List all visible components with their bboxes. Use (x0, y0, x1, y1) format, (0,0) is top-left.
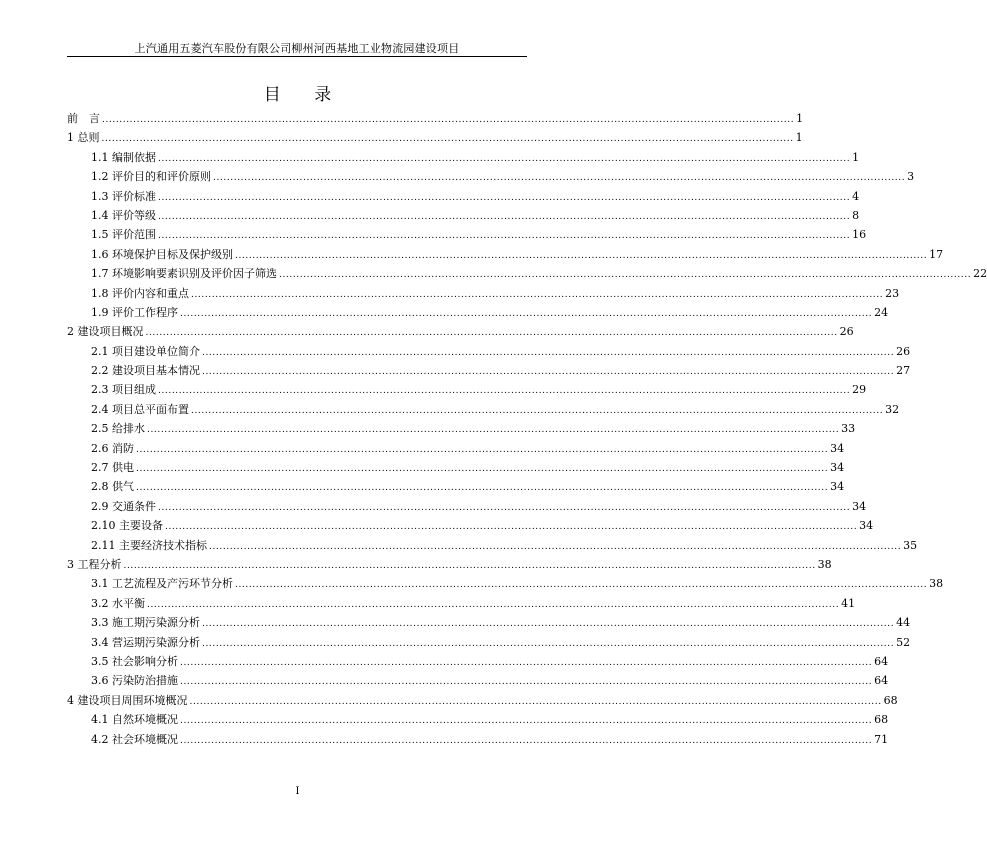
toc-entry[interactable] (67, 537, 918, 556)
toc-entry-page: 34 (830, 480, 845, 494)
toc-entry[interactable] (67, 304, 889, 323)
toc-entry-title: 2.11 主要经济技术指标 (91, 538, 207, 552)
toc-entry[interactable] (67, 188, 860, 207)
toc-entry-title: 3 工程分析 (67, 557, 122, 571)
toc-entry-title: 1.8 评价内容和重点 (91, 286, 189, 300)
toc-entry-title: 3.4 营运期污染源分析 (91, 635, 200, 649)
toc-entry[interactable] (67, 226, 867, 245)
toc-entry-page: 44 (896, 616, 911, 630)
toc-leader-dots: ........................................................................................................................................................................................................ (235, 580, 928, 591)
toc-leader-dots: ........................................................................................................................................................................................................ (158, 211, 851, 222)
toc-entry[interactable] (67, 149, 860, 168)
toc-leader-dots: ........................................................................................................................................................................................................ (158, 153, 851, 164)
toc-entry-title: 2.3 项目组成 (91, 383, 156, 397)
toc-leader-dots: ........................................................................................................................................................................................................ (102, 115, 795, 125)
toc-leader-dots: ........................................................................................................................................................................................................ (202, 619, 895, 630)
toc-entry-page: 68 (883, 693, 898, 707)
toc-entry-page: 22 (973, 267, 987, 281)
toc-entry[interactable] (67, 672, 889, 691)
toc-entry-page: 1 (852, 150, 860, 164)
toc-entry-title: 1.3 评价标准 (91, 189, 156, 203)
toc-leader-dots: ........................................................................................................................................................................................................ (213, 173, 906, 184)
page-title: 目 录 (263, 85, 346, 105)
toc-leader-dots: ........................................................................................................................................................................................................ (191, 289, 884, 300)
toc-entry-title: 2.2 建设项目基本情况 (91, 364, 200, 378)
toc-entry[interactable] (67, 381, 867, 400)
toc-entry-title: 2.10 主要设备 (91, 519, 163, 533)
toc-entry-title: 1.2 评价目的和评价原则 (91, 170, 211, 184)
toc-leader-dots: ........................................................................................................................................................................................................ (209, 541, 902, 552)
toc-entry-page: 68 (874, 713, 889, 727)
toc-entry[interactable] (67, 459, 845, 478)
toc-entry-title: 2.4 项目总平面布置 (91, 402, 189, 416)
table-of-contents (67, 110, 987, 750)
toc-entry[interactable] (67, 129, 803, 148)
toc-entry[interactable] (67, 498, 867, 517)
toc-entry-page: 8 (852, 208, 860, 222)
toc-leader-dots: ........................................................................................................................................................................................................ (136, 464, 829, 475)
page-number: I (295, 786, 300, 797)
toc-leader-dots: ........................................................................................................................................................................................................ (136, 483, 829, 494)
toc-entry-title: 2.7 供电 (91, 461, 134, 475)
toc-entry-page: 64 (874, 674, 889, 688)
toc-entry[interactable] (67, 246, 944, 265)
toc-entry[interactable] (67, 401, 900, 420)
toc-entry-page: 1 (795, 131, 803, 145)
toc-entry-page: 34 (859, 519, 874, 533)
toc-entry[interactable] (67, 168, 915, 187)
header-rule (67, 56, 527, 57)
toc-entry-title: 3.3 施工期污染源分析 (91, 616, 200, 630)
toc-leader-dots: ........................................................................................................................................................................................................ (191, 405, 884, 416)
toc-entry[interactable] (67, 556, 832, 575)
toc-entry-title: 1.4 评价等级 (91, 208, 156, 222)
toc-entry-page: 17 (929, 247, 944, 261)
toc-entry-page: 41 (841, 596, 856, 610)
toc-entry[interactable] (67, 420, 856, 439)
toc-entry-title: 3.6 污染防治措施 (91, 674, 178, 688)
toc-leader-dots: ........................................................................................................................................................................................................ (147, 599, 840, 610)
toc-entry-page: 32 (885, 402, 900, 416)
toc-entry[interactable] (67, 653, 889, 672)
toc-entry-title: 2.6 消防 (91, 441, 134, 455)
toc-entry[interactable] (67, 711, 889, 730)
toc-entry-page: 34 (830, 461, 845, 475)
toc-entry[interactable] (67, 285, 900, 304)
toc-entry-title: 4 建设项目周围环境概况 (67, 693, 188, 707)
toc-leader-dots: ........................................................................................................................................................................................................ (279, 270, 972, 281)
toc-entry-page: 34 (830, 441, 845, 455)
toc-entry[interactable] (67, 575, 944, 594)
toc-entry[interactable] (67, 440, 845, 459)
toc-entry-title: 1.5 评价范围 (91, 228, 156, 242)
toc-entry-title: 3.5 社会影响分析 (91, 654, 178, 668)
toc-entry[interactable] (67, 634, 911, 653)
toc-leader-dots: ........................................................................................................................................................................................................ (180, 677, 873, 688)
toc-leader-dots: ........................................................................................................................................................................................................ (202, 347, 895, 358)
toc-entry-title: 4.1 自然环境概况 (91, 713, 178, 727)
toc-leader-dots: ........................................................................................................................................................................................................ (202, 367, 895, 378)
toc-leader-dots: ........................................................................................................................................................................................................ (158, 386, 851, 397)
toc-entry[interactable] (67, 362, 911, 381)
toc-entry[interactable] (67, 343, 911, 362)
toc-entry-title: 1.1 编制依据 (91, 150, 156, 164)
toc-entry[interactable] (67, 517, 874, 536)
toc-entry-page: 4 (852, 189, 860, 203)
toc-entry-title: 2.9 交通条件 (91, 499, 156, 513)
toc-entry-title: 前 言 (67, 112, 100, 125)
toc-entry[interactable] (67, 323, 854, 342)
toc-entry-title: 2.1 项目建设单位简介 (91, 344, 200, 358)
toc-entry-page: 23 (885, 286, 900, 300)
toc-leader-dots: ........................................................................................................................................................................................................ (189, 696, 882, 707)
toc-entry-title: 3.2 水平衡 (91, 596, 145, 610)
toc-entry-page: 27 (896, 364, 911, 378)
toc-entry-title: 3.1 工艺流程及产污环节分析 (91, 577, 233, 591)
running-header: 上汽通用五菱汽车股份有限公司柳州河西基地工业物流园建设项目 (134, 42, 460, 55)
toc-entry-page: 26 (839, 325, 854, 339)
toc-entry-page: 38 (817, 557, 832, 571)
toc-leader-dots: ........................................................................................................................................................................................................ (147, 425, 840, 436)
toc-entry-page: 34 (852, 499, 867, 513)
toc-entry[interactable] (67, 265, 987, 284)
toc-entry-page: 16 (852, 228, 867, 242)
toc-entry-page: 35 (903, 538, 918, 552)
toc-entry-page: 38 (929, 577, 944, 591)
toc-leader-dots: ........................................................................................................................................................................................................ (180, 735, 873, 746)
toc-entry-page: 64 (874, 654, 889, 668)
toc-leader-dots: ........................................................................................................................................................................................................ (180, 716, 873, 727)
toc-leader-dots: ........................................................................................................................................................................................................ (158, 502, 851, 513)
toc-leader-dots: ........................................................................................................................................................................................................ (180, 657, 873, 668)
toc-leader-dots: ........................................................................................................................................................................................................ (165, 522, 858, 533)
toc-entry-title: 1.7 环境影响要素识别及评价因子筛选 (91, 267, 277, 281)
toc-entry-title: 2 建设项目概况 (67, 325, 144, 339)
toc-entry-page: 29 (852, 383, 867, 397)
toc-entry[interactable] (67, 595, 856, 614)
toc-entry-title: 1 总则 (67, 131, 100, 145)
toc-leader-dots: ........................................................................................................................................................................................................ (158, 192, 851, 203)
toc-entry-title: 1.9 评价工作程序 (91, 305, 178, 319)
toc-entry-title: 1.6 环境保护目标及保护级别 (91, 247, 233, 261)
toc-entry-page: 1 (796, 112, 804, 125)
toc-entry-title: 2.8 供气 (91, 480, 134, 494)
toc-leader-dots: ........................................................................................................................................................................................................ (158, 231, 851, 242)
toc-entry-page: 52 (896, 635, 911, 649)
toc-entry[interactable] (67, 731, 889, 750)
toc-leader-dots: ........................................................................................................................................................................................................ (202, 638, 895, 649)
toc-entry[interactable] (67, 110, 804, 129)
toc-entry-title: 2.5 给排水 (91, 422, 145, 436)
toc-entry[interactable] (67, 478, 845, 497)
toc-leader-dots: ........................................................................................................................................................................................................ (136, 444, 829, 455)
toc-entry-page: 3 (907, 170, 915, 184)
toc-entry-title: 4.2 社会环境概况 (91, 732, 178, 746)
toc-entry-page: 71 (874, 732, 889, 746)
toc-leader-dots: ........................................................................................................................................................................................................ (180, 308, 873, 319)
toc-entry[interactable] (67, 614, 911, 633)
toc-leader-dots: ........................................................................................................................................................................................................ (123, 560, 816, 571)
toc-leader-dots: ........................................................................................................................................................................................................ (101, 134, 794, 145)
toc-entry[interactable] (67, 207, 860, 226)
toc-entry-page: 24 (874, 305, 889, 319)
toc-entry-page: 26 (896, 344, 911, 358)
toc-leader-dots: ........................................................................................................................................................................................................ (145, 328, 838, 339)
toc-leader-dots: ........................................................................................................................................................................................................ (235, 250, 928, 261)
toc-entry[interactable] (67, 692, 898, 711)
toc-entry-page: 33 (841, 422, 856, 436)
